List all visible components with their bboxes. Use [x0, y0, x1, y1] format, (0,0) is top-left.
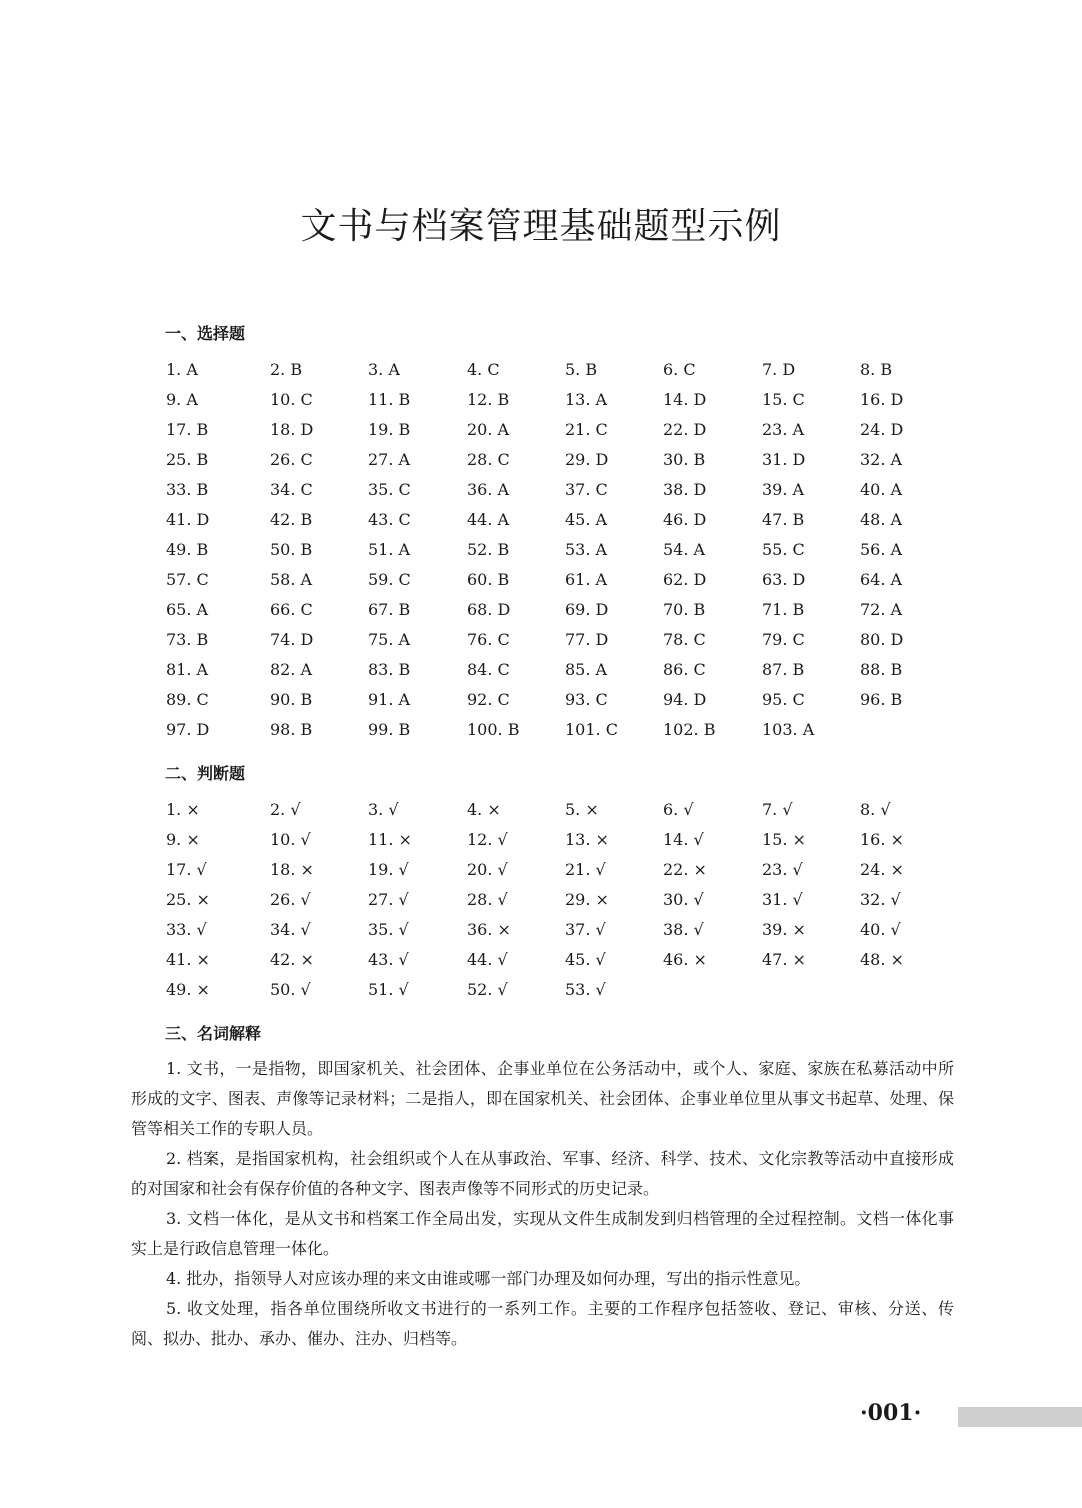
- answer-item: 55. C: [762, 540, 805, 559]
- answer-item: 39. ×: [762, 920, 806, 939]
- answer-item: 98. B: [270, 720, 313, 739]
- answer-item: 34. C: [270, 480, 313, 499]
- answer-item: 19. √: [368, 860, 409, 879]
- answer-item: 84. C: [467, 660, 510, 679]
- section-heading-judge: 二、判断题: [165, 764, 246, 783]
- answer-item: 27. A: [368, 450, 411, 469]
- answer-item: 80. D: [860, 630, 904, 649]
- answer-item: 100. B: [467, 720, 520, 739]
- answer-item: 40. A: [860, 480, 903, 499]
- answer-item: 18. ×: [270, 860, 314, 879]
- answer-item: 91. A: [368, 690, 411, 709]
- answer-item: 53. A: [565, 540, 608, 559]
- answer-item: 24. ×: [860, 860, 904, 879]
- answer-item: 83. B: [368, 660, 411, 679]
- answer-item: 20. A: [467, 420, 510, 439]
- answer-item: 49. B: [166, 540, 209, 559]
- answer-item: 21. √: [565, 860, 606, 879]
- answer-item: 45. A: [565, 510, 608, 529]
- answer-item: 26. √: [270, 890, 311, 909]
- answer-item: 14. D: [663, 390, 707, 409]
- answer-item: 71. B: [762, 600, 805, 619]
- answer-item: 23. A: [762, 420, 805, 439]
- answer-item: 94. D: [663, 690, 707, 709]
- answer-item: 48. A: [860, 510, 903, 529]
- answer-item: 20. √: [467, 860, 508, 879]
- answer-item: 22. ×: [663, 860, 707, 879]
- answer-item: 62. D: [663, 570, 707, 589]
- answer-item: 77. D: [565, 630, 609, 649]
- section-heading-choice: 一、选择题: [165, 324, 246, 343]
- answer-item: 78. C: [663, 630, 706, 649]
- answer-item: 35. √: [368, 920, 409, 939]
- answer-item: 23. √: [762, 860, 803, 879]
- answer-item: 11. ×: [368, 830, 412, 849]
- term-paragraph: 4. 批办，指领导人对应该办理的来文由谁或哪一部门办理及如何办理，写出的指示性意见。: [166, 1269, 811, 1288]
- answer-item: 97. D: [166, 720, 210, 739]
- answer-item: 69. D: [565, 600, 609, 619]
- answer-item: 34. √: [270, 920, 311, 939]
- answer-item: 49. ×: [166, 980, 210, 999]
- answer-item: 59. C: [368, 570, 411, 589]
- answer-item: 1. ×: [166, 800, 200, 819]
- answer-item: 29. ×: [565, 890, 609, 909]
- answer-item: 32. √: [860, 890, 901, 909]
- answer-item: 50. B: [270, 540, 313, 559]
- answer-item: 13. ×: [565, 830, 609, 849]
- answer-item: 2. √: [270, 800, 301, 819]
- answer-item: 16. D: [860, 390, 904, 409]
- answer-item: 8. √: [860, 800, 891, 819]
- answer-item: 38. D: [663, 480, 707, 499]
- answer-item: 39. A: [762, 480, 805, 499]
- answer-item: 44. √: [467, 950, 508, 969]
- answer-item: 4. C: [467, 360, 500, 379]
- answer-item: 99. B: [368, 720, 411, 739]
- answer-item: 17. √: [166, 860, 207, 879]
- answer-item: 88. B: [860, 660, 903, 679]
- answer-item: 54. A: [663, 540, 706, 559]
- answer-item: 28. C: [467, 450, 510, 469]
- answer-item: 12. B: [467, 390, 510, 409]
- answer-item: 52. √: [467, 980, 508, 999]
- answer-item: 31. √: [762, 890, 803, 909]
- answer-item: 5. ×: [565, 800, 599, 819]
- answer-item: 22. D: [663, 420, 707, 439]
- answer-item: 6. C: [663, 360, 696, 379]
- answer-item: 42. B: [270, 510, 313, 529]
- term-paragraph: 2. 档案，是指国家机构，社会组织或个人在从事政治、军事、经济、科学、技术、文化宗教等活动中直接形成的对国家和社会有保存价值的各种文字、图表声像等不同形式的历史记录。: [131, 1149, 954, 1198]
- answer-item: 31. D: [762, 450, 806, 469]
- answer-item: 30. √: [663, 890, 704, 909]
- answer-item: 44. A: [467, 510, 510, 529]
- answer-item: 89. C: [166, 690, 209, 709]
- term-paragraph: 5. 收文处理，指各单位围绕所收文书进行的一系列工作。主要的工作程序包括签收、登记、审核、分送、传阅、拟办、批办、承办、催办、注办、归档等。: [131, 1299, 954, 1348]
- answer-item: 45. √: [565, 950, 606, 969]
- term-paragraph: 3. 文档一体化，是从文书和档案工作全局出发，实现从文件生成制发到归档管理的全过程控制。文档一体化事实上是行政信息管理一体化。: [131, 1209, 954, 1258]
- answer-item: 53. √: [565, 980, 606, 999]
- answer-item: 60. B: [467, 570, 510, 589]
- answer-item: 28. √: [467, 890, 508, 909]
- answer-item: 15. C: [762, 390, 805, 409]
- answer-item: 6. √: [663, 800, 694, 819]
- answer-item: 47. ×: [762, 950, 806, 969]
- answer-item: 86. C: [663, 660, 706, 679]
- answer-item: 72. A: [860, 600, 903, 619]
- answer-item: 36. ×: [467, 920, 511, 939]
- answer-item: 17. B: [166, 420, 209, 439]
- answer-item: 52. B: [467, 540, 510, 559]
- answer-item: 68. D: [467, 600, 511, 619]
- answer-item: 15. ×: [762, 830, 806, 849]
- answer-item: 19. B: [368, 420, 411, 439]
- answer-item: 32. A: [860, 450, 903, 469]
- answer-item: 50. √: [270, 980, 311, 999]
- answer-item: 8. B: [860, 360, 893, 379]
- answer-item: 5. B: [565, 360, 598, 379]
- answer-item: 92. C: [467, 690, 510, 709]
- answer-item: 7. √: [762, 800, 793, 819]
- answer-item: 9. ×: [166, 830, 200, 849]
- answer-item: 24. D: [860, 420, 904, 439]
- answer-item: 61. A: [565, 570, 608, 589]
- answer-item: 43. √: [368, 950, 409, 969]
- answer-item: 33. B: [166, 480, 209, 499]
- answer-item: 76. C: [467, 630, 510, 649]
- answer-item: 13. A: [565, 390, 608, 409]
- answer-item: 57. C: [166, 570, 209, 589]
- answer-item: 73. B: [166, 630, 209, 649]
- answer-item: 81. A: [166, 660, 209, 679]
- answer-item: 65. A: [166, 600, 209, 619]
- answer-item: 51. A: [368, 540, 411, 559]
- answer-item: 33. √: [166, 920, 207, 939]
- answer-item: 85. A: [565, 660, 608, 679]
- answer-item: 75. A: [368, 630, 411, 649]
- section-heading-terms: 三、名词解释: [165, 1024, 262, 1043]
- answer-item: 29. D: [565, 450, 609, 469]
- answer-item: 63. D: [762, 570, 806, 589]
- answer-item: 66. C: [270, 600, 313, 619]
- answer-item: 1. A: [166, 360, 198, 379]
- answer-item: 12. √: [467, 830, 508, 849]
- page-tab-bar: [958, 1407, 1082, 1427]
- answer-item: 79. C: [762, 630, 805, 649]
- answer-item: 42. ×: [270, 950, 314, 969]
- answer-item: 11. B: [368, 390, 411, 409]
- answer-item: 9. A: [166, 390, 198, 409]
- answer-item: 82. A: [270, 660, 313, 679]
- answer-item: 21. C: [565, 420, 608, 439]
- answer-item: 56. A: [860, 540, 903, 559]
- answer-item: 48. ×: [860, 950, 904, 969]
- answer-item: 3. √: [368, 800, 399, 819]
- answer-item: 95. C: [762, 690, 805, 709]
- answer-item: 16. ×: [860, 830, 904, 849]
- answer-item: 38. √: [663, 920, 704, 939]
- answer-item: 90. B: [270, 690, 313, 709]
- page-number: ·001·: [860, 1400, 922, 1426]
- answer-item: 103. A: [762, 720, 815, 739]
- answer-item: 101. C: [565, 720, 618, 739]
- answer-item: 7. D: [762, 360, 796, 379]
- answer-item: 70. B: [663, 600, 706, 619]
- answer-item: 87. B: [762, 660, 805, 679]
- answer-item: 2. B: [270, 360, 303, 379]
- answer-item: 96. B: [860, 690, 903, 709]
- answer-item: 27. √: [368, 890, 409, 909]
- answer-item: 26. C: [270, 450, 313, 469]
- term-paragraph: 1. 文书，一是指物，即国家机关、社会团体、企事业单位在公务活动中，或个人、家庭、家族在私募活动中所形成的文字、图表、声像等记录材料；二是指人，即在国家机关、社会团体、企事业单位里从事文书起草、处理、保管等相关工作的专职人员。: [131, 1059, 954, 1138]
- answer-item: 10. C: [270, 390, 313, 409]
- answer-item: 74. D: [270, 630, 314, 649]
- answer-item: 46. ×: [663, 950, 707, 969]
- answer-item: 43. C: [368, 510, 411, 529]
- answer-item: 10. √: [270, 830, 311, 849]
- answer-item: 58. A: [270, 570, 313, 589]
- answer-item: 35. C: [368, 480, 411, 499]
- answer-item: 46. D: [663, 510, 707, 529]
- answer-item: 14. √: [663, 830, 704, 849]
- answer-item: 51. √: [368, 980, 409, 999]
- answer-item: 93. C: [565, 690, 608, 709]
- answer-item: 4. ×: [467, 800, 501, 819]
- answer-item: 40. √: [860, 920, 901, 939]
- answer-item: 25. B: [166, 450, 209, 469]
- answer-item: 36. A: [467, 480, 510, 499]
- answer-item: 30. B: [663, 450, 706, 469]
- answer-item: 18. D: [270, 420, 314, 439]
- answer-item: 47. B: [762, 510, 805, 529]
- answer-item: 41. D: [166, 510, 210, 529]
- answer-item: 64. A: [860, 570, 903, 589]
- answer-item: 37. C: [565, 480, 608, 499]
- page-title: 文书与档案管理基础题型示例: [300, 206, 782, 247]
- answer-item: 67. B: [368, 600, 411, 619]
- answer-item: 102. B: [663, 720, 716, 739]
- answer-item: 37. √: [565, 920, 606, 939]
- answer-item: 25. ×: [166, 890, 210, 909]
- answer-item: 41. ×: [166, 950, 210, 969]
- answer-item: 3. A: [368, 360, 400, 379]
